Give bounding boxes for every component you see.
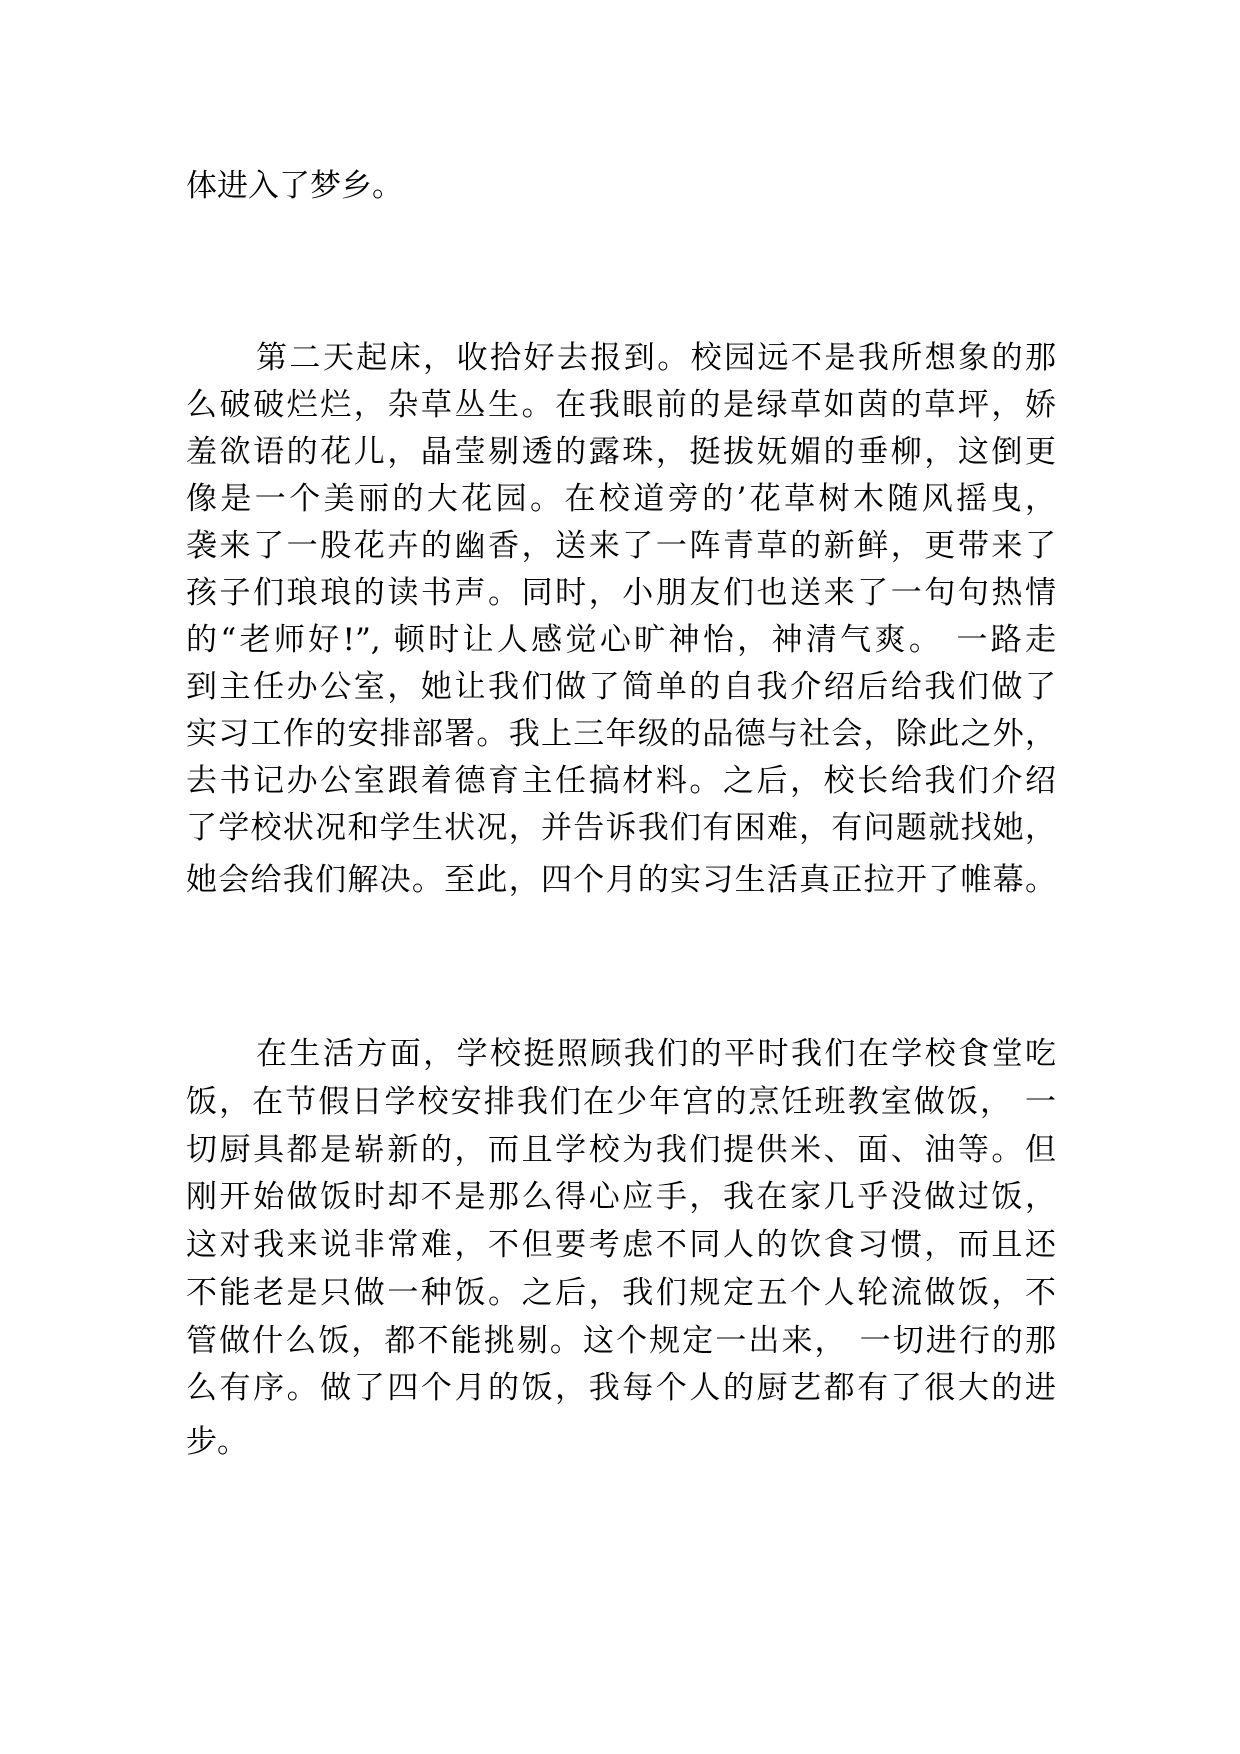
text-line: 切厨具都是崭新的，而且学校为我们提供米、面、油等。但 bbox=[186, 1132, 1056, 1168]
paragraph-first-line: 第二天起床，收拾好去报到。校园远不是我所想象的那 bbox=[256, 340, 1056, 376]
text-line: 的“老师好!”, 顿时让人感觉心旷神怡，神清气爽。 一路走 bbox=[186, 622, 1056, 658]
text-line: 去书记办公室跟着德育主任搞材料。之后，校长给我们介绍 bbox=[186, 763, 1056, 799]
text-line: 她会给我们解决。至此，四个月的实习生活真正拉开了帷幕。 bbox=[186, 862, 1056, 898]
text-line: 不能老是只做一种饭。之后，我们规定五个人轮流做饭，不 bbox=[186, 1275, 1056, 1311]
text-line: 么破破烂烂，杂草丛生。在我眼前的是绿草如茵的草坪，娇 bbox=[186, 387, 1056, 423]
text-line: 实习工作的安排部署。我上三年级的品德与社会，除此之外， bbox=[186, 716, 1056, 752]
text-line: 这对我来说非常难，不但要考虑不同人的饮食习惯，而且还 bbox=[186, 1227, 1056, 1263]
text-line: 袭来了一股花卉的幽香，送来了一阵青草的新鲜，更带来了 bbox=[186, 528, 1056, 564]
paragraph-first-line: 在生活方面，学校挺照顾我们的平时我们在学校食堂吃 bbox=[256, 1036, 1056, 1072]
text-line: 刚开始做饭时却不是那么得心应手，我在家几乎没做过饭， bbox=[186, 1179, 1056, 1215]
text-line: 步。 bbox=[186, 1424, 248, 1460]
text-line: 体进入了梦乡。 bbox=[186, 168, 403, 204]
text-line: 像是一个美丽的大花园。在校道旁的’花草树木随风摇曳， bbox=[186, 481, 1056, 517]
text-line: 么有序。做了四个月的饭，我每个人的厨艺都有了很大的进 bbox=[186, 1370, 1056, 1406]
text-line: 到主任办公室，她让我们做了简单的自我介绍后给我们做了 bbox=[186, 669, 1056, 705]
text-line: 管做什么饭，都不能挑剔。这个规定一出来， 一切进行的那 bbox=[186, 1323, 1056, 1359]
text-line: 饭，在节假日学校安排我们在少年宫的烹饪班教室做饭， 一 bbox=[186, 1084, 1056, 1120]
text-line: 了学校状况和学生状况，并告诉我们有困难，有问题就找她， bbox=[186, 810, 1056, 846]
text-line: 孩子们琅琅的读书声。同时，小朋友们也送来了一句句热情 bbox=[186, 575, 1056, 611]
text-line: 羞欲语的花儿，晶莹剔透的露珠，挺拔妩媚的垂柳，这倒更 bbox=[186, 434, 1056, 470]
